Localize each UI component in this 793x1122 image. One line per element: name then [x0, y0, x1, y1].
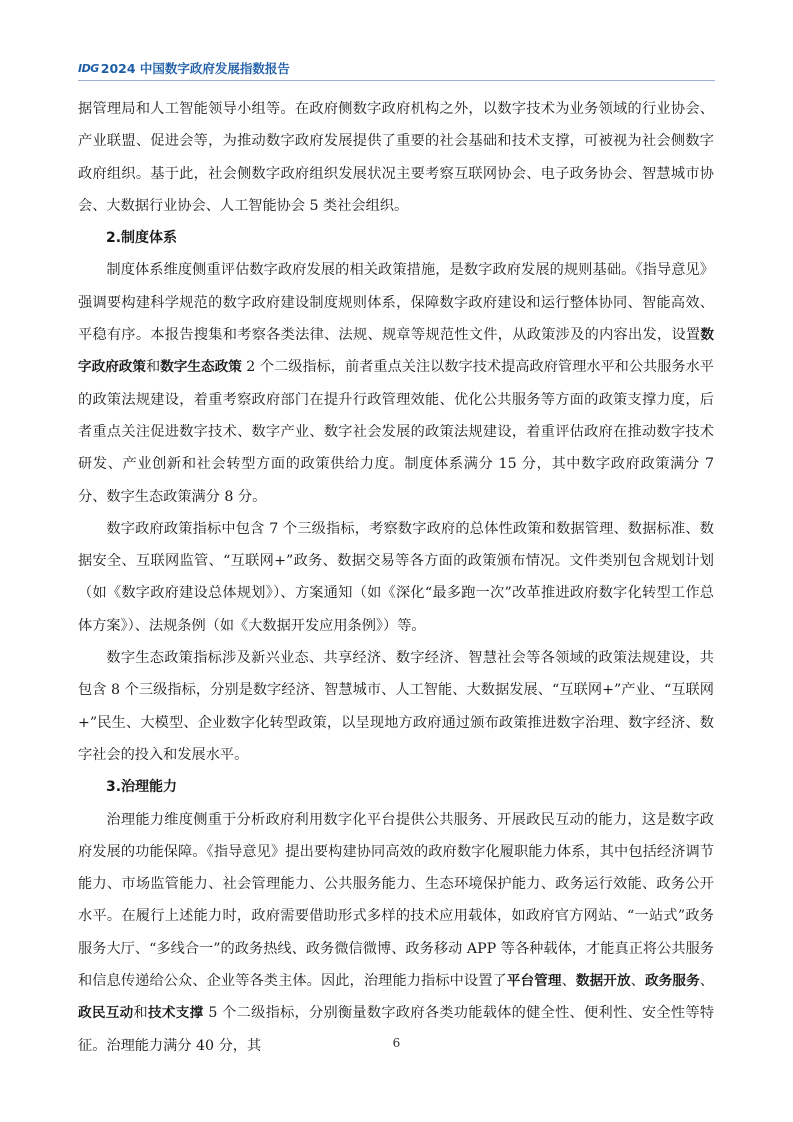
running-header: [78, 58, 290, 78]
paragraph-continued: 据管理局和人工智能领导小组等。在政府侧数字政府机构之外，以数字技术为业务领域的行业协会、产业联盟、促进会等，为推动数字政府发展提供了重要的社会基础和技术支撑，可被视为社会侧数字政府组织。基于此，社会侧数字政府组织发展状况主要考察互联网协会、电子政务协会、智慧城市协会、大数据行业协会、人工智能协会 5 类社会组织。: [78, 101, 714, 214]
section-heading-governance-capability: 3.治理能力: [106, 779, 178, 796]
body-text: [78, 93, 714, 1062]
header-divider: [78, 80, 715, 81]
idg-logo: IDG: [78, 61, 99, 75]
term-digital-government-policy: 数字政府政策: [78, 327, 714, 376]
paragraph-digital-ecology-policy: 数字生态政策指标涉及新兴业态、共享经济、数字经济、智慧社会等各领域的政策法规建设，共包含 8 个三级指标，分别是数字经济、智慧城市、人工智能、大数据发展、“互联网+”产业、“互联网+”民生、大模型、企业数字化转型政策，以呈现地方政府通过颁布政策推进数字治理、数字经济、数字社会的投入和发展水平。: [78, 650, 714, 763]
term-data-openness: 数据开放: [575, 973, 631, 990]
term-government-citizen-interaction: 政民互动: [78, 1005, 134, 1022]
term-platform-management: 平台管理: [506, 973, 562, 990]
term-digital-ecology-policy: 数字生态政策: [160, 359, 242, 376]
section-heading-institutional-system: 2.制度体系: [106, 230, 178, 247]
paragraph-institutional-system: 制度体系维度侧重评估数字政府发展的相关政策措施，是数字政府发展的规则基础。《指导意见》强调要构建科学规范的数字政府建设制度规则体系，保障数字政府建设和运行整体协同、智能高效、平稳有序。本报告搜集和考察各类法律、法规、规章等规范性文件，从政策涉及的内容出发，设置数字政府政策和数字生态政策 2 个二级指标，前者重点关注以数字技术提高政府管理水平和公共服务水平的政策法规建设，着重考察政府部门在提升行政管理效能、优化公共服务等方面的政策支撑力度，后者重点关注促进数字技术、数字产业、数字社会发展的政策法规建设，着重评估政府在推动数字技术研发、产业创新和社会转型方面的政策供给力度。制度体系满分 15 分，其中数字政府政策满分 7 分、数字生态政策满分 8 分。: [78, 262, 714, 505]
paragraph-digital-government-policy: 数字政府政策指标中包含 7 个三级指标，考察数字政府的总体性政策和数据管理、数据标准、数据安全、互联网监管、“互联网+”政务、数据交易等各方面的政策颁布情况。文件类别包含规划计划（如《数字政府建设总体规划》）、方案通知（如《深化“最多跑一次”改革推进政府数字化转型工作总体方案》）、法规条例（如《大数据开发应用条例》）等。: [78, 520, 714, 634]
report-title: 2024 中国数字政府发展指数报告: [100, 61, 290, 76]
term-technical-support: 技术支撑: [148, 1005, 204, 1022]
page-number: 6: [392, 1036, 401, 1050]
paragraph-governance-capability: 治理能力维度侧重于分析政府利用数字化平台提供公共服务、开展政民互动的能力，这是数字政府发展的功能保障。《指导意见》提出要构建协同高效的政府数字化履职能力体系，其中包括经济调节能力、市场监管能力、社会管理能力、公共服务能力、生态环境保护能力、政务运行效能、政务公开水平。在履行上述能力时，政府需要借助形式多样的技术应用载体，如政府官方网站、“一站式”政务服务大厅、“多线合一”的政务热线、政务微信微博、政务移动 APP 等各种载体，才能真正将公共服务和信息传递给公众、企业等各类主体。因此，治理能力指标中设置了平台管理、数据开放、政务服务、政民互动和技术支撑 5 个二级指标，分别衡量数字政府各类功能载体的健全性、便利性、安全性等特征。治理能力满分 40 分，其: [78, 811, 715, 1054]
term-government-services: 政务服务: [644, 973, 700, 990]
